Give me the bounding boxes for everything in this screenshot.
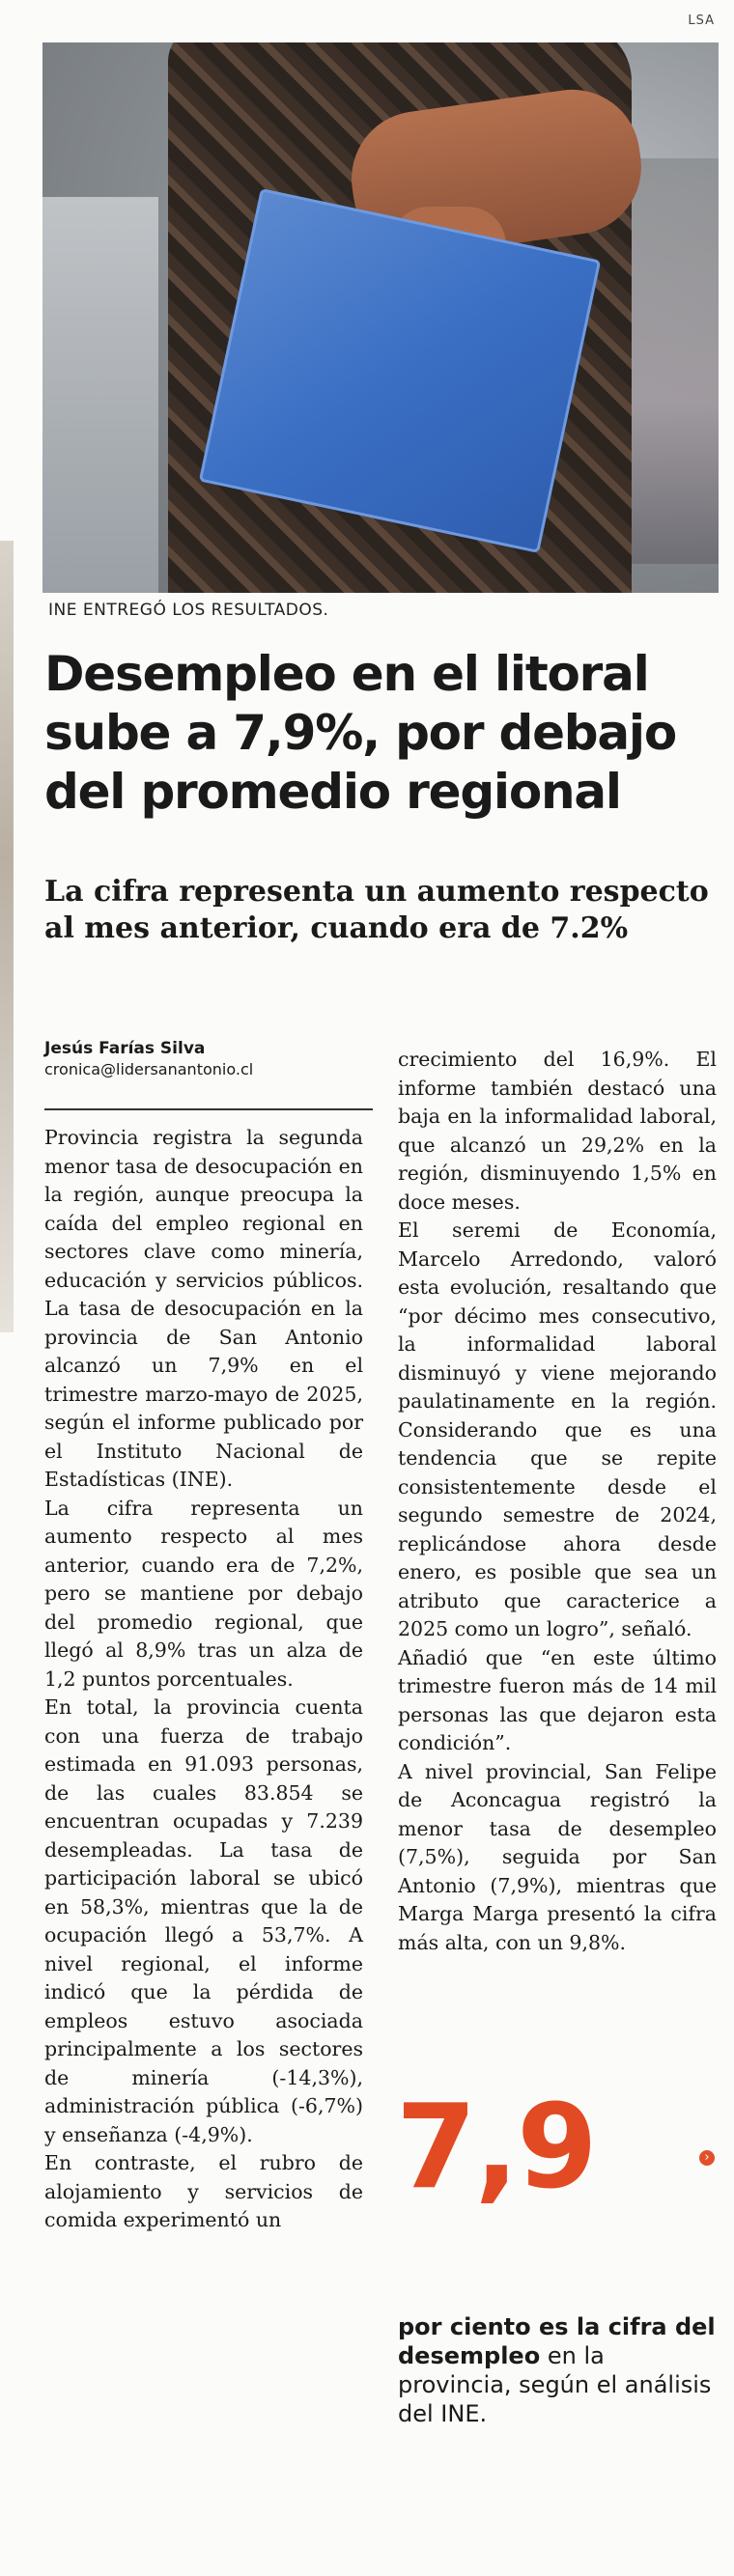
adjacent-article-strip — [0, 0, 17, 2576]
end-of-article-icon: › — [699, 2150, 715, 2166]
adjacent-photo-edge — [0, 541, 14, 1332]
paragraph: En total, la provincia cuenta con una fuerza de trabajo estimada en 91.093 personas, de las cuales 83.854 se encuentran ocupadas y 7.239 desempleadas. La tasa de participación laboral se ubicó en 58,3%, mientras que la de ocupación llegó a 53,7%. A nivel regional, el informe indicó que la pérdida de empleos estuvo asociada principalmente a los sectores de minería (-14,3%), administración pública (-6,7%) y enseñanza (-4,9%). — [44, 1695, 363, 2146]
body-column-2 — [398, 1046, 717, 2165]
highlight-text-bold: por ciento es la cifra del desempleo — [398, 2313, 716, 2369]
highlight-number: 7,9 — [396, 2081, 596, 2215]
page-section-tag: LSA — [688, 14, 715, 28]
paragraph: El seremi de Economía, Marcelo Arredondo, valoró esta evolución, resaltando que “por décimo mes consecutivo, la informalidad laboral disminuyó y viene mejorando paulatinamente en la región. Considerando que es una tendencia que se repite consistentemente desde el segundo semestre de 2024, replicándose ahora desde enero, es posible que sea un atributo que caracterice a 2025 como un logro”, señaló. — [398, 1218, 717, 1640]
paragraph: La cifra representa un aumento respecto al mes anterior, cuando era de 7,2%, pero se mantiene por debajo del promedio regional, que llegó al 8,9% tras un alza de 1,2 puntos porcentuales. — [44, 1496, 363, 1691]
author-name: Jesús Farías Silva — [44, 1039, 206, 1058]
photo-caption: INE ENTREGÓ LOS RESULTADOS. — [48, 601, 329, 620]
author-email: cronica@lidersanantonio.cl — [44, 1060, 254, 1078]
paragraph: En contraste, el rubro de alojamiento y servicios de comida experimentó un — [44, 2151, 363, 2231]
highlight-text — [398, 2312, 717, 2428]
paragraph: crecimiento del 16,9%. El informe también destacó una baja en la informalidad laboral, que alcanzó un 29,2% en la región, disminuyendo 1,5% en doce meses. — [398, 1048, 717, 1214]
body-column-1 — [44, 1124, 363, 2235]
paragraph: Añadió que “en este último trimestre fueron más de 14 mil personas las que dejaron esta condición”. — [398, 1645, 717, 1754]
byline — [44, 1039, 253, 1078]
paragraph: Provincia registra la segunda menor tasa de desocupación en la región, aunque preocupa la caída del empleo regional en sectores clave como minería, educación y servicios públicos. La tasa de desocupación en la provincia de San Antonio alcanzó un 7,9% en el trimestre marzo-mayo de 2025, según el informe publicado por el Instituto Nacional de Estadísticas (INE). — [44, 1126, 363, 1491]
headline: Desempleo en el litoral sube a 7,9%, por debajo del promedio regional — [44, 646, 677, 820]
byline-divider — [44, 1108, 373, 1110]
highlight-text-regular: en la provincia, según el análisis del INE. — [398, 2342, 712, 2427]
subheadline: La cifra representa un aumento respecto al mes anterior, cuando era de 7.2% — [44, 875, 709, 945]
paragraph: A nivel provincial, San Felipe de Aconcagua registró la menor tasa de desempleo (7,5%), seguida por San Antonio (7,9%), mientras que Marga Marga presentó la cifra más alta, con un 9,8%. — [398, 1759, 717, 1954]
article-photo — [42, 42, 719, 593]
